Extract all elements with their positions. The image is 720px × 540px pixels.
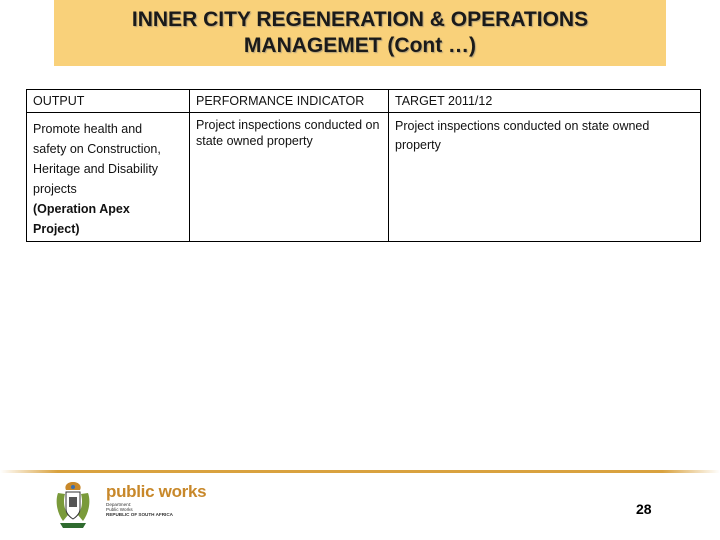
output-line: Promote health and [33, 122, 143, 136]
table-row [27, 113, 701, 242]
slide-title-line-1: INNER CITY REGENERATION & OPERATIONS [131, 8, 589, 31]
table-header-row [27, 90, 701, 113]
page-number: 28 [636, 501, 652, 517]
brand-name: public works [106, 482, 207, 501]
output-line: projects [33, 182, 77, 196]
department-logo-text [106, 482, 216, 518]
indicator-text: Project inspections conducted on state owned property [196, 118, 380, 148]
footer-divider [0, 470, 720, 473]
cell-performance-indicator [190, 113, 389, 242]
slide-title-line-2: MANAGEMET (Cont …) [243, 34, 477, 57]
output-project-name: Project) [33, 222, 80, 236]
department-label: Department: [106, 502, 132, 507]
slide-title-banner [54, 0, 666, 66]
country-name: REPUBLIC OF SOUTH AFRICA [106, 512, 173, 518]
cell-target [389, 113, 701, 242]
cell-output [27, 113, 190, 242]
performance-table [26, 89, 701, 242]
coat-of-arms-icon [50, 479, 96, 531]
header-performance-indicator: PERFORMANCE INDICATOR [190, 90, 389, 113]
target-text: Project inspections conducted on state owned property [395, 119, 650, 152]
header-output: OUTPUT [27, 90, 190, 113]
header-target: TARGET 2011/12 [389, 90, 701, 113]
output-line: Heritage and Disability [33, 162, 159, 176]
department-name: Public Works [106, 507, 133, 513]
output-project-name: (Operation Apex [33, 202, 130, 216]
output-line: safety on Construction, [33, 142, 161, 156]
